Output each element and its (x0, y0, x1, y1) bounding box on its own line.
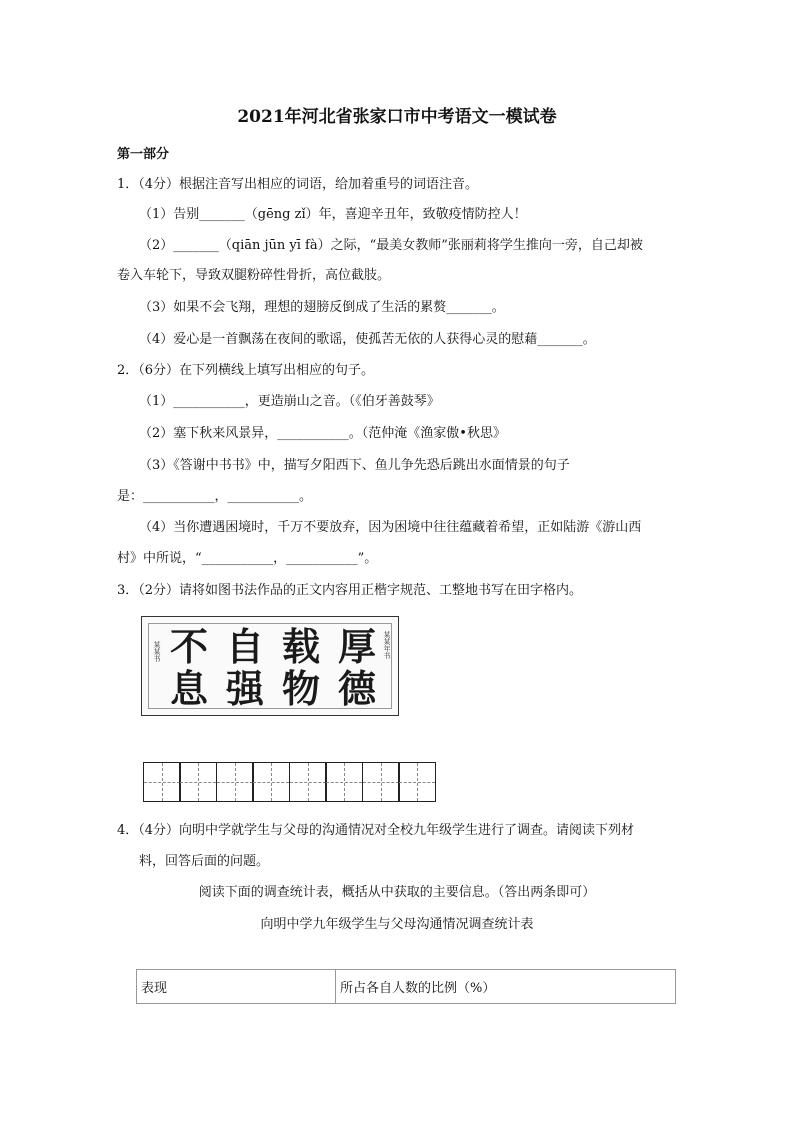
calligraphy-char: 自 (226, 624, 265, 669)
q4-stem: 4．（4分）向明中学就学生与父母的沟通情况对全校九年级学生进行了调查。请阅读下列材 (117, 823, 635, 838)
grid-cell[interactable] (216, 762, 254, 802)
grid-cell[interactable] (325, 762, 363, 802)
q1-item-4: （4）爱心是一首飘荡在夜间的歌谣，使孤苦无依的人获得心灵的慰藉_______。 (139, 332, 596, 347)
grid-cell[interactable] (143, 762, 181, 802)
grid-cell[interactable] (179, 762, 217, 802)
q1-item-2: （2）_______（qiān jūn yī fà）之际，“最美女教师”张丽莉将学生推向一旁，自己却被 (139, 238, 643, 253)
calligraphy-char: 强 (226, 666, 265, 711)
calligraphy-char: 物 (282, 666, 321, 711)
q2-item-4: （4）当你遭遇困境时，千万不要放弃，因为困境中往往蕴藏着希望，正如陆游《游山西 (139, 520, 642, 535)
q1-stem: 1．（4分）根据注音写出相应的词语，给加着重号的词语注音。 (117, 177, 479, 192)
calligraphy-char: 德 (338, 666, 377, 711)
q2-item-4-cont: 村》中所说，“___________，___________”。 (117, 551, 378, 566)
calligraphy-char: 息 (170, 666, 209, 711)
q2-item-3: （3）《答谢中书书》中，描写夕阳西下、鱼儿争先恐后跳出水面情景的句子 (139, 458, 570, 473)
writing-grid (144, 762, 436, 802)
table-row (137, 970, 676, 1004)
q2-item-1: （1）___________，更造崩山之音。（《伯牙善鼓琴》 (139, 394, 440, 409)
q4-table-title: 向明中学九年级学生与父母沟通情况调查统计表 (260, 917, 534, 932)
calligraphy-signature: 某某书 (153, 641, 161, 662)
q1-item-2-cont: 卷入车轮下，导致双腿粉碎性骨折，高位截肢。 (117, 268, 391, 283)
q2-stem: 2．（6分）在下列横线上填写出相应的句子。 (117, 363, 375, 378)
q3-stem: 3．（2分）请将如图书法作品的正文内容用正楷字规范、工整地书写在田字格内。 (117, 583, 583, 598)
q4-stem-cont: 料，回答后面的问题。 (139, 854, 270, 869)
grid-cell[interactable] (252, 762, 290, 802)
calligraphy-char: 厚 (338, 624, 377, 669)
q1-item-1: （1）告别_______（gēng zǐ）年，喜迎辛丑年，致敬疫情防控人！ (139, 207, 527, 222)
calligraphy-inscription: 某某年书 (383, 631, 391, 659)
q2-item-3-cont: 是：___________，___________。 (117, 489, 313, 504)
grid-cell[interactable] (289, 762, 327, 802)
q1-item-3: （3）如果不会飞翔，理想的翅膀反倒成了生活的累赘_______。 (139, 300, 505, 315)
calligraphy-char: 不 (170, 624, 209, 669)
grid-cell[interactable] (362, 762, 400, 802)
grid-cell[interactable] (398, 762, 436, 802)
table-header-cell: 表现 (137, 970, 336, 1004)
calligraphy-image (141, 616, 399, 716)
q2-item-2: （2）塞下秋来风景异，___________。（范仲淹《渔家傲•秋思》 (139, 426, 506, 441)
calligraphy-char: 载 (282, 624, 321, 669)
page-title: 2021年河北省张家口市中考语文一模试卷 (237, 107, 557, 127)
table-header-cell: 所占各自人数的比例（%） (336, 970, 676, 1004)
section-heading: 第一部分 (117, 147, 170, 162)
survey-table (136, 969, 676, 1004)
q4-instruction: 阅读下面的调查统计表，概括从中获取的主要信息。（答出两条即可） (198, 885, 596, 900)
